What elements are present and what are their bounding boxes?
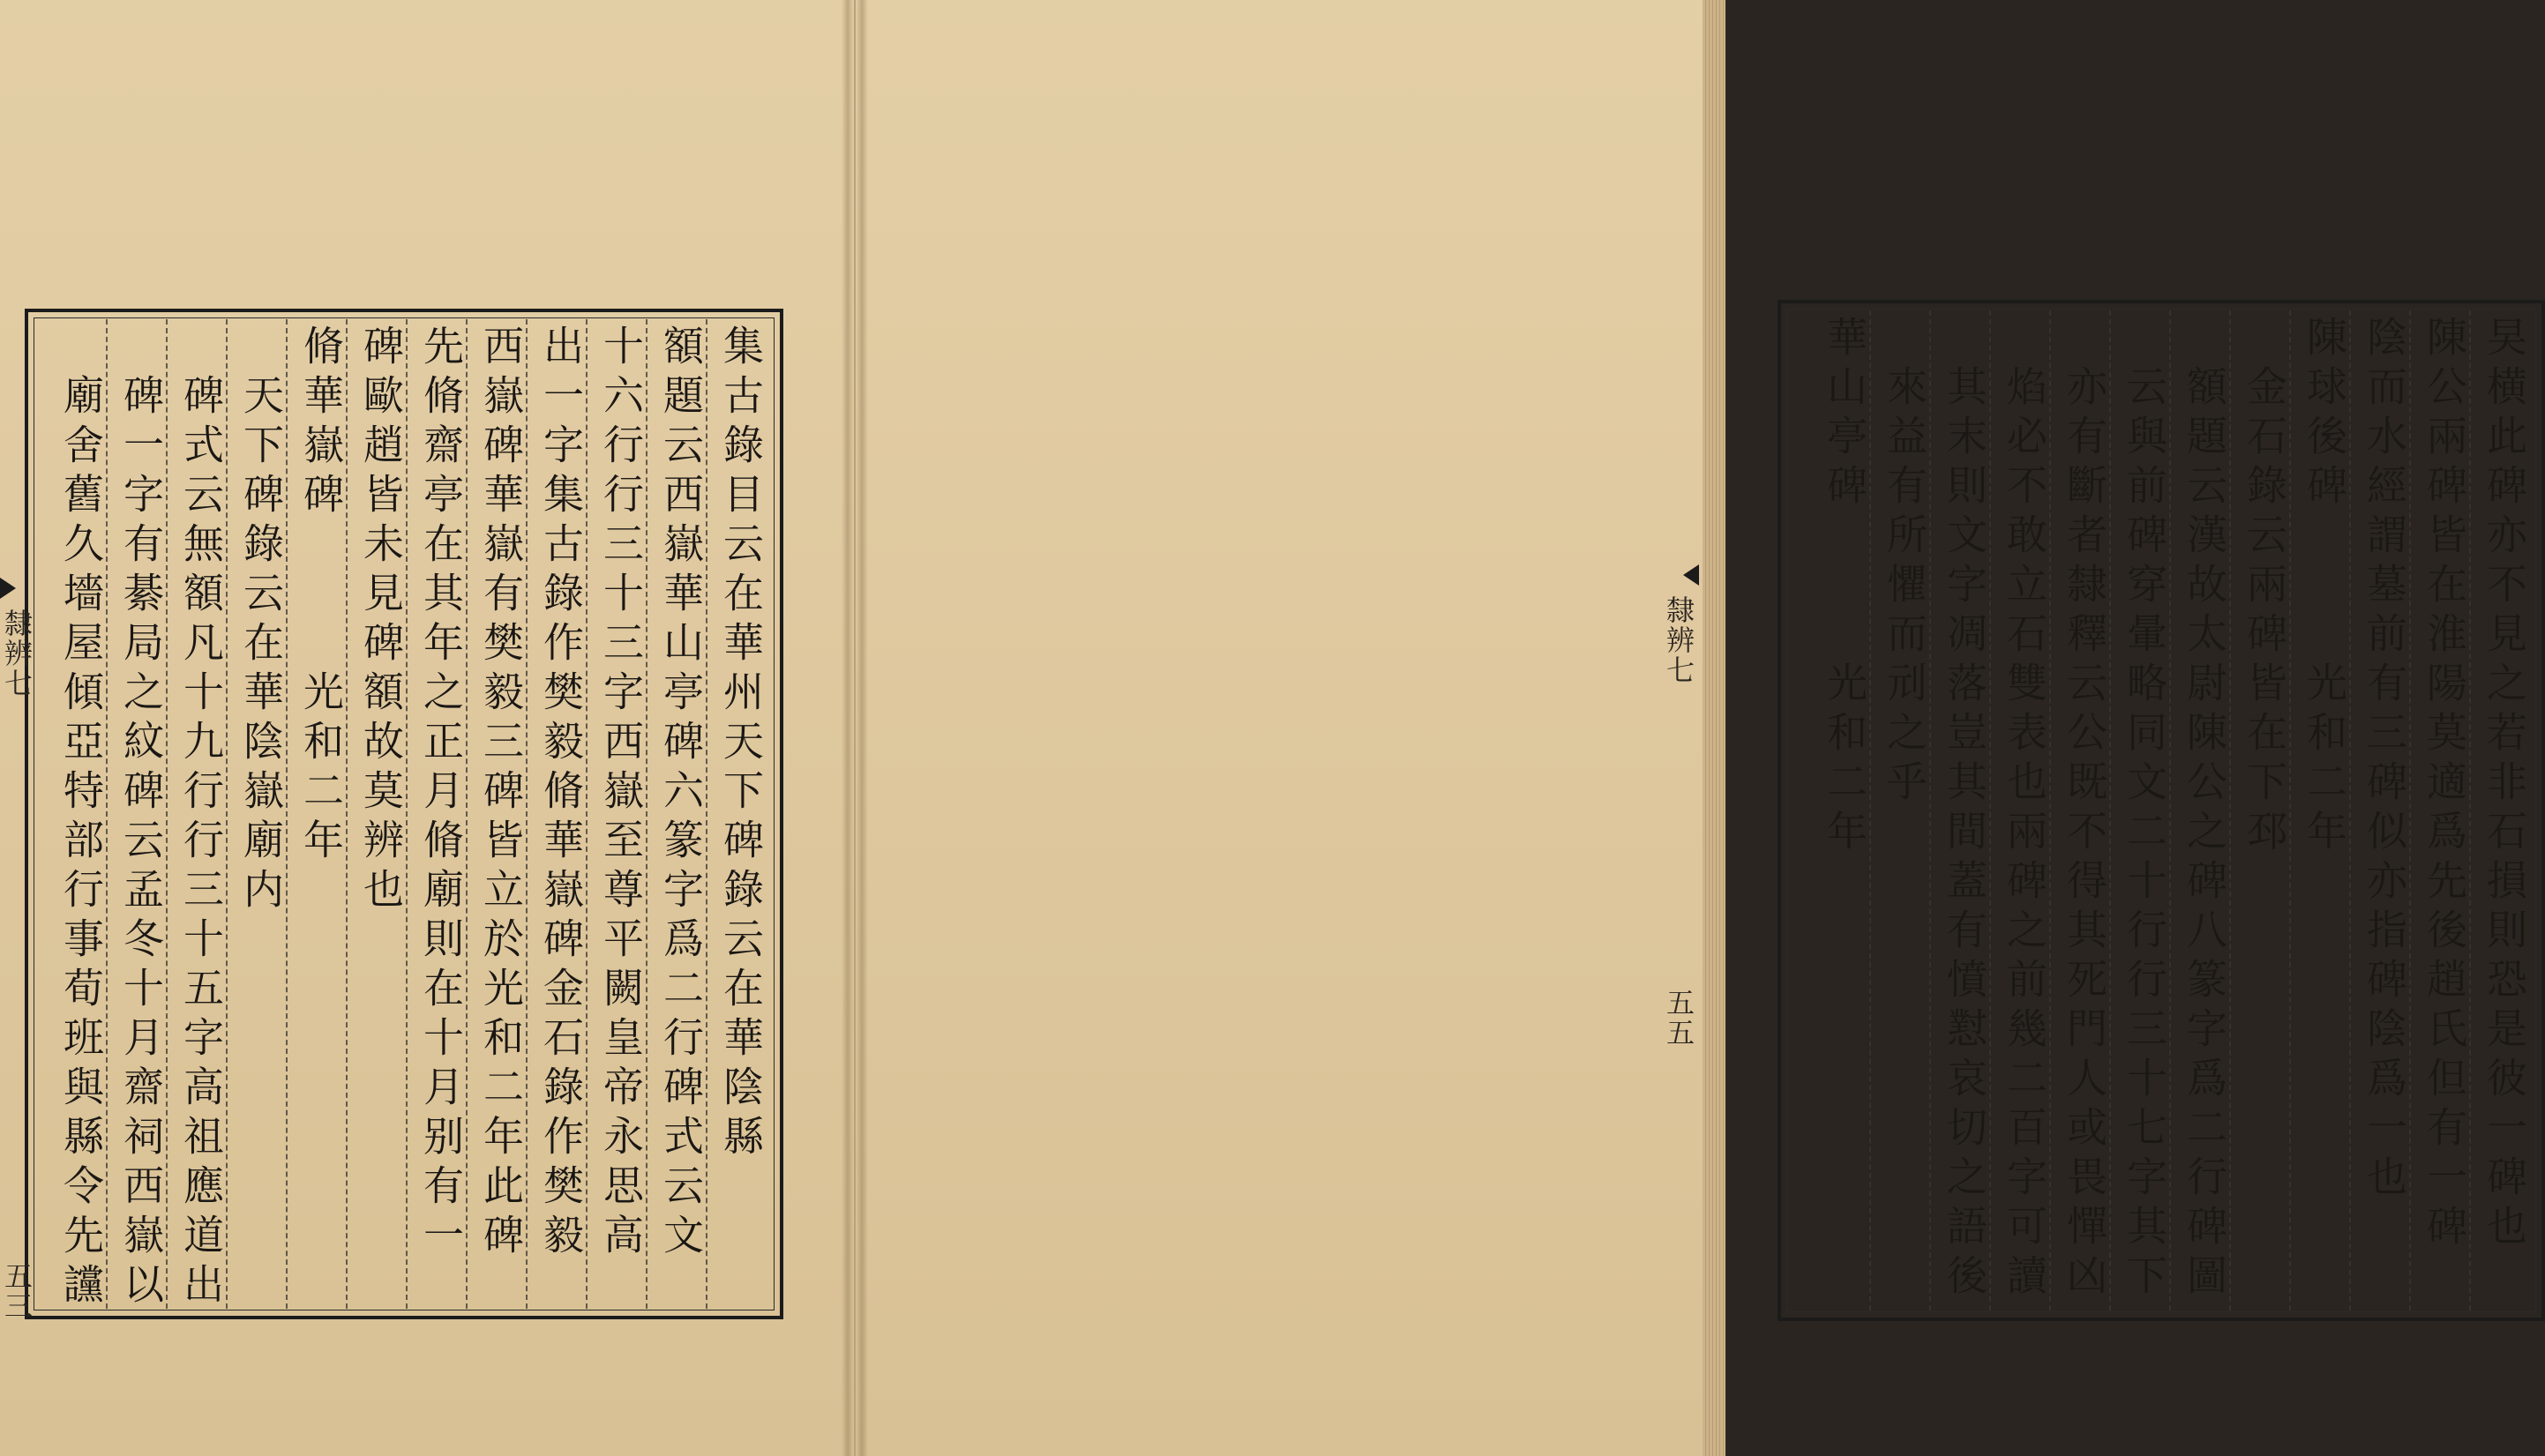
right-column-5: 金石錄云兩碑皆在下邳 (2241, 365, 2288, 859)
gutter-shadow (842, 0, 854, 1456)
left-column-6: 先脩齋亭在其年之正月脩廟則在十月别有一 (417, 325, 465, 1263)
left-column-2: 額題云西嶽華山亭碑六篆字爲二行碑式云文 (657, 325, 705, 1263)
right-column-2: 陳公兩碑皆在淮陽莫適爲先後趙氏但有一碑 (2421, 316, 2468, 1254)
fish-tail-mark (0, 578, 16, 599)
right-column-6: 額題云漢故太尉陳公之碑八篆字爲二行碑圖 (2181, 365, 2228, 1303)
left-column-8: 脩華嶽碑 光和二年 (297, 325, 345, 868)
left-column-7: 碑歐趙皆未見碑額故莫辨也 (357, 325, 405, 917)
left-page-frame (25, 309, 783, 1319)
right-column-4: 陳球後碑 光和二年 (2301, 316, 2348, 859)
right-column-11: 來益有所懼而刓之乎 (1881, 365, 1928, 810)
right-page-frame (1778, 300, 2545, 1321)
left-column-11: 碑一字有綦局之紋碑云孟冬十月齋祠西嶽以 (117, 374, 165, 1312)
left-leaf (0, 0, 856, 1456)
left-column-10: 碑式云無額凡十九行行三十五字高祖應道出 (177, 374, 225, 1312)
left-column-3: 十六行行三十三字西嶽至尊平闕皇帝永思高 (597, 325, 645, 1263)
left-column-12: 廟舍舊久墻屋傾亞特部行事荀班與縣令先讜 (57, 374, 105, 1312)
right-column-10: 其末則文字凋落豈其間蓋有憤懟哀切之語後 (1941, 365, 1988, 1303)
right-column-8: 亦有斷者隸釋云公既不得其死門人或畏憚凶 (2061, 365, 2108, 1303)
folio-number: 五三 (0, 1261, 34, 1321)
center-mark-title: 隸辨七 (0, 609, 34, 698)
right-leaf (856, 0, 2528, 1456)
gutter-shadow (856, 0, 868, 1456)
right-column-7: 云與前碑穿暈略同文二十行行三十七字其下 (2121, 365, 2168, 1303)
folio-number: 五五 (1662, 988, 1695, 1048)
left-column-4: 出一字集古錄作樊毅脩華嶽碑金石錄作樊毅 (537, 325, 585, 1263)
left-column-1: 集古錄目云在華州天下碑錄云在華陰縣 (717, 325, 765, 1164)
right-column-9: 焰必不敢立石雙表也兩碑之前幾二百字可讀 (2001, 365, 2048, 1303)
right-column-12: 華山亭碑 光和二年 (1821, 316, 1868, 859)
page-edges (1703, 0, 1725, 1456)
right-column-3: 陰而水經謂墓前有三碑似亦指碑陰爲一也 (2361, 316, 2408, 1205)
center-mark-title: 隸辨七 (1662, 595, 1695, 685)
right-column-1: 旲横此碑亦不見之若非石損則恐是彼一碑也 (2481, 316, 2528, 1254)
left-column-9: 天下碑錄云在華陰嶽廟内 (237, 374, 285, 917)
fish-tail-mark (1683, 564, 1699, 586)
left-column-5: 西嶽碑華嶽有樊毅三碑皆立於光和二年此碑 (477, 325, 525, 1263)
